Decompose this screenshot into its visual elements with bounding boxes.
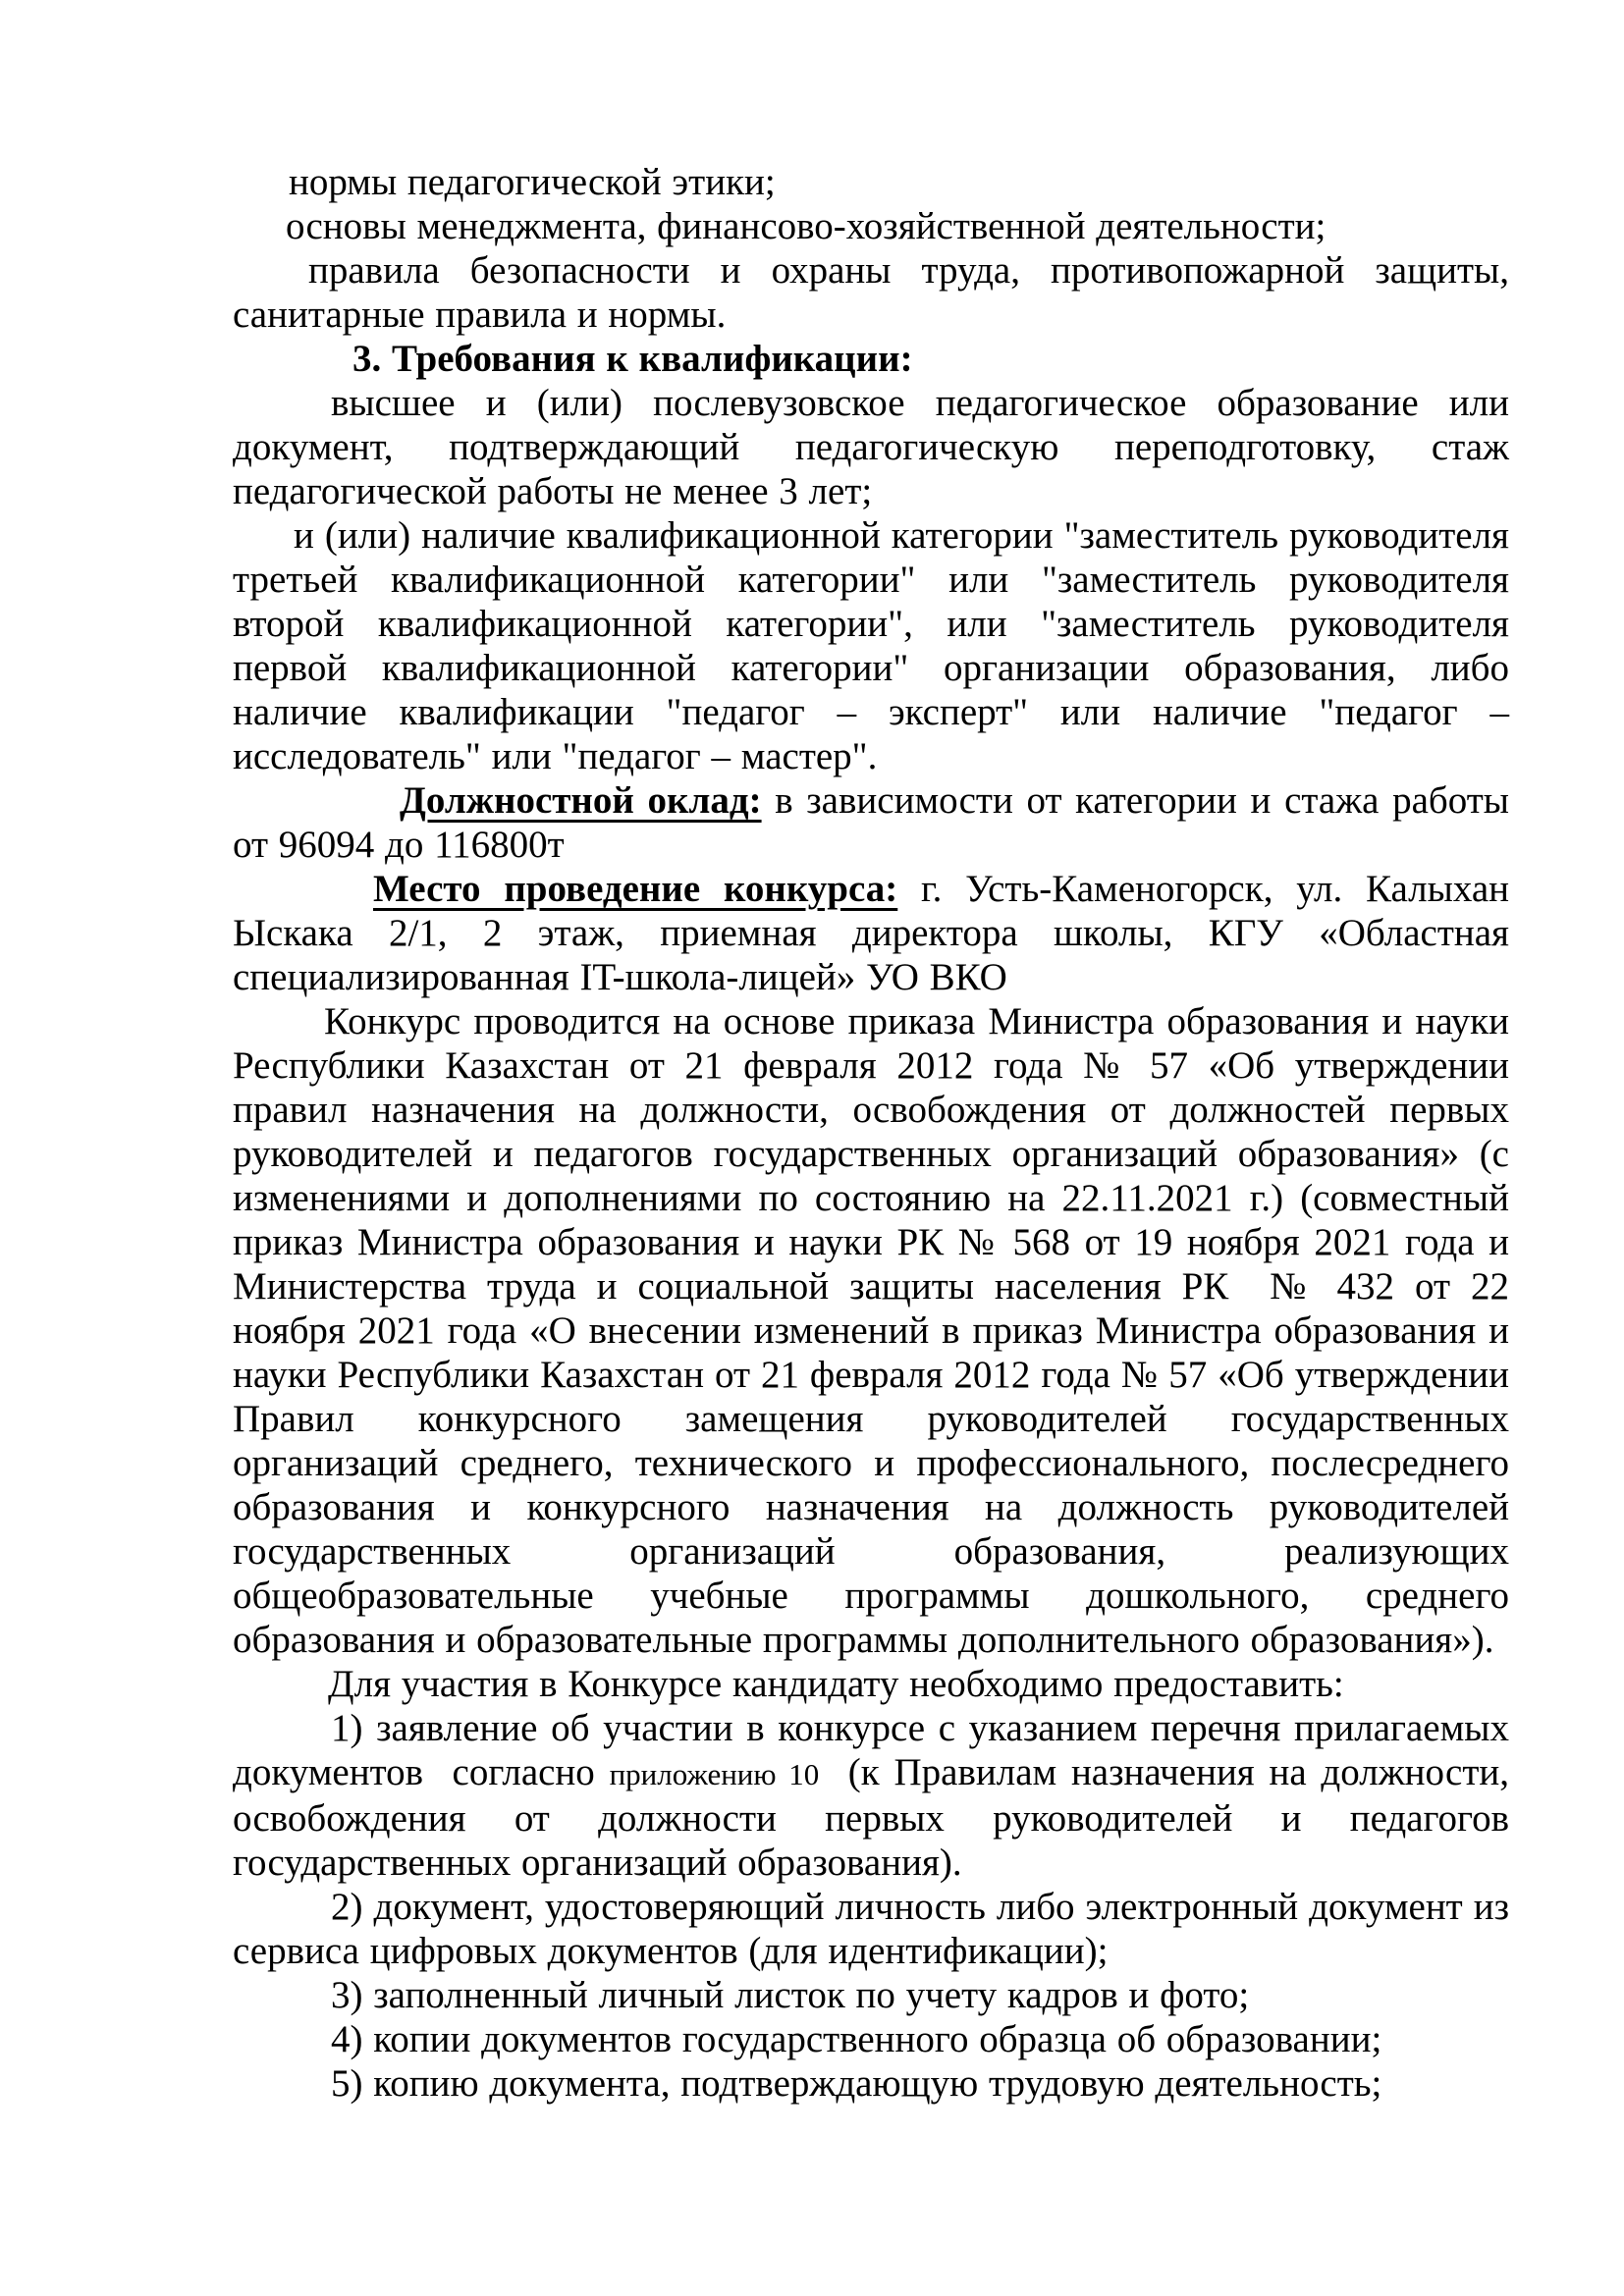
salary-label: Должностной оклад: <box>400 779 762 822</box>
participation-item-3: 3) заполненный личный листок по учету кадров и фото; <box>331 1974 1250 2016</box>
participation-item-5: 5) копию документа, подтверждающую трудовую деятельность; <box>331 2062 1382 2105</box>
salary-text: в зависимости от категории и стажа работы от 96094 до 116800т <box>233 779 1509 866</box>
knowledge-item-management: основы менеджмента, финансово-хозяйственной деятельности; <box>286 205 1326 247</box>
participation-item-1-text-end: (к Правилам назначения на должности, освобождения от должности первых руководителей и педагогов государственных организаций образования). <box>233 1751 1509 1884</box>
qualification-category: и (или) наличие квалификационной категории "заместитель руководителя третьей квалификационной категории" или "заместитель руководителя второй квалификационной категории", или "заместитель руководителя первой квалификационной категории" организации образования, либо наличие квалификации "педагог – эксперт" или наличие "педагог – исследователь" или "педагог – мастер". <box>233 514 1509 777</box>
participation-intro: Для участия в Конкурсе кандидату необходимо предоставить: <box>328 1663 1344 1705</box>
venue-text: г. Усть-Каменогорск, ул. Калыхан Ыскака 2/1, 2 этаж, приемная директора школы, КГУ «Областная специализированная IT-школа-лицей» УО ВКО <box>233 868 1509 998</box>
knowledge-item-safety: правила безопасности и охраны труда, противопожарной защиты, санитарные правила и нормы. <box>233 249 1509 336</box>
salary-paragraph <box>233 778 1509 867</box>
participation-item-1-text: 1) заявление об участии в конкурсе с указанием перечня прилагаемых документов согласно <box>233 1707 1509 1793</box>
participation-item-2: 2) документ, удостоверяющий личность либо электронный документ из сервиса цифровых документов (для идентификации); <box>233 1886 1509 1972</box>
venue-paragraph <box>233 867 1509 999</box>
qualification-heading: 3. Требования к квалификации: <box>352 338 913 380</box>
qualification-education: высшее и (или) послевузовское педагогическое образование или документ, подтверждающий педагогическую переподготовку, стаж педагогической работы не менее 3 лет; <box>233 382 1509 512</box>
participation-item-1-appendix-ref: приложению 10 <box>609 1757 820 1791</box>
knowledge-item-ethics: нормы педагогической этики; <box>289 161 776 203</box>
participation-item-4: 4) копии документов государственного образца об образовании; <box>331 2018 1382 2060</box>
legal-basis-paragraph: Конкурс проводится на основе приказа Министра образования и науки Республики Казахстан от 21 февраля 2012 года № 57 «Об утверждении правил назначения на должности, освобождения от должностей первых руководителей и педагогов государственных организаций образования» (с изменениями и дополнениями по состоянию на 22.11.2021 г.) (совместный приказ Министра образования и науки РК № 568 от 19 ноября 2021 года и Министерства труда и социальной защиты населения РК № 432 от 22 ноября 2021 года «О внесении изменений в приказ Министра образования и науки Республики Казахстан от 21 февраля 2012 года № 57 «Об утверждении Правил конкурсного замещения руководителей государственных организаций среднего, технического и профессионального, послесреднего образования и конкурсного назначения на должность руководителей государственных организаций образования, реализующих общеобразовательные учебные программы дошкольного, среднего образования и образовательные программы дополнительного образования»). <box>233 1000 1509 1661</box>
venue-label: Место проведение конкурса: <box>373 868 898 910</box>
participation-item-1 <box>233 1706 1509 1885</box>
